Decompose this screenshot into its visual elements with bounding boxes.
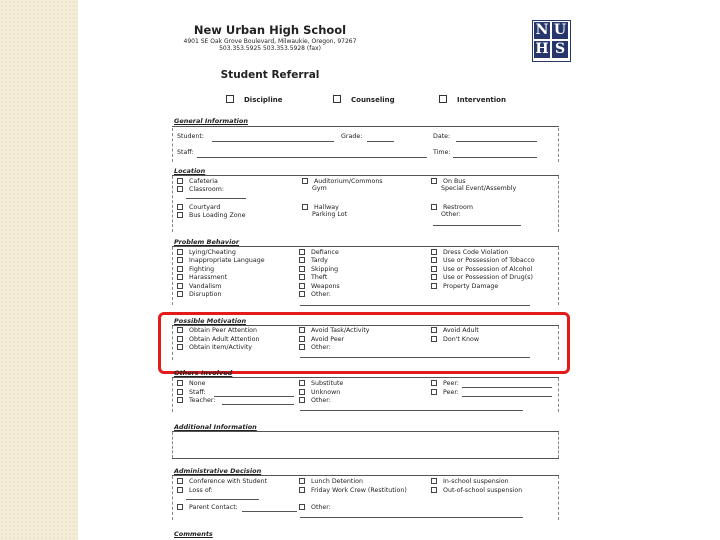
border-left xyxy=(172,378,173,412)
adm-other[interactable]: Other: xyxy=(299,504,331,511)
staff-label: Staff: xyxy=(177,149,194,156)
divider xyxy=(172,431,559,432)
student-label: Student: xyxy=(177,133,204,140)
loc-special-event[interactable]: Special Event/Assembly xyxy=(441,185,517,192)
logo-letter: H xyxy=(535,41,549,57)
time-label: Time: xyxy=(433,149,451,156)
beh-property[interactable]: Property Damage xyxy=(431,283,498,290)
checkbox[interactable] xyxy=(333,95,341,103)
border-right xyxy=(558,378,559,412)
adm-in-school[interactable]: In-school suspension xyxy=(431,478,509,485)
loc-auditorium[interactable]: Auditorium/Commons xyxy=(302,178,383,185)
beh-vandalism[interactable]: Vandalism xyxy=(177,283,221,290)
oth-peer-1-field[interactable] xyxy=(462,387,552,388)
loc-other-field[interactable] xyxy=(433,225,521,226)
adm-conference[interactable]: Conference with Student xyxy=(177,478,267,485)
mot-adult-attention[interactable]: Obtain Adult Attention xyxy=(177,336,260,343)
divider xyxy=(172,175,559,176)
logo-letter: S xyxy=(552,41,568,58)
beh-disruption[interactable]: Disruption xyxy=(177,291,222,298)
beh-skipping[interactable]: Skipping xyxy=(299,266,338,273)
beh-lying[interactable]: Lying/Cheating xyxy=(177,249,236,256)
adm-work-crew[interactable]: Friday Work Crew (Restitution) xyxy=(299,487,407,494)
beh-alcohol[interactable]: Use or Possession of Alcohol xyxy=(431,266,532,273)
loc-bus-loading[interactable]: Bus Loading Zone xyxy=(177,212,245,219)
additional-info-field[interactable] xyxy=(172,458,559,459)
mot-peer-attention[interactable]: Obtain Peer Attention xyxy=(177,327,257,334)
divider xyxy=(172,377,559,378)
option-discipline[interactable]: Discipline xyxy=(226,95,282,104)
motivation-highlight-box xyxy=(158,312,570,374)
loc-hallway[interactable]: Hallway xyxy=(302,204,339,211)
border-right xyxy=(558,476,559,520)
beh-drugs[interactable]: Use or Possession of Drug(s) xyxy=(431,274,533,281)
logo-letter: N xyxy=(535,22,549,38)
grade-field[interactable] xyxy=(367,141,394,142)
section-motivation: Possible Motivation xyxy=(174,317,247,325)
mot-item-activity[interactable]: Obtain Item/Activity xyxy=(177,344,252,351)
border-right xyxy=(558,247,559,305)
beh-theft[interactable]: Theft xyxy=(299,274,327,281)
adm-other-field[interactable] xyxy=(300,517,523,518)
school-name: New Urban High School xyxy=(193,23,347,37)
border-left xyxy=(172,432,173,458)
loss-of-field[interactable] xyxy=(186,499,259,500)
border-right xyxy=(558,432,559,458)
oth-staff-field[interactable] xyxy=(214,396,294,397)
school-phone: 503.353.5925 503.353.5928 (fax) xyxy=(219,45,321,52)
loc-gym[interactable]: Gym xyxy=(312,185,327,192)
oth-peer-2[interactable]: Peer: xyxy=(431,389,459,396)
date-field[interactable] xyxy=(456,141,537,142)
section-admin: Administrative Decision xyxy=(174,467,262,475)
mot-avoid-task[interactable]: Avoid Task/Activity xyxy=(299,327,370,334)
time-field[interactable] xyxy=(453,157,537,158)
mot-avoid-adult[interactable]: Avoid Adult xyxy=(431,327,479,334)
beh-harassment[interactable]: Harassment xyxy=(177,274,227,281)
beh-language[interactable]: Inappropriate Language xyxy=(177,257,265,264)
classroom-field[interactable] xyxy=(186,198,246,199)
option-counseling[interactable]: Counseling xyxy=(333,95,395,104)
section-general: General Information xyxy=(174,117,248,125)
loc-parking[interactable]: Parking Lot xyxy=(312,211,348,218)
logo-letter: U xyxy=(553,22,567,38)
adm-parent-contact[interactable]: Parent Contact: xyxy=(177,504,238,511)
beh-defiance[interactable]: Defiance xyxy=(299,249,339,256)
checkbox[interactable] xyxy=(439,95,447,103)
border-left xyxy=(172,476,173,520)
grade-label: Grade: xyxy=(341,133,363,140)
oth-other[interactable]: Other: xyxy=(299,397,331,404)
oth-teacher[interactable]: Teacher: xyxy=(177,397,215,404)
mot-dont-know[interactable]: Don't Know xyxy=(431,336,479,343)
oth-unknown[interactable]: Unknown xyxy=(299,389,340,396)
oth-peer-1[interactable]: Peer: xyxy=(431,380,459,387)
beh-other-field[interactable] xyxy=(300,305,530,306)
form-title: Student Referral xyxy=(220,69,320,81)
oth-staff[interactable]: Staff: xyxy=(177,389,206,396)
beh-tobacco[interactable]: Use or Possession of Tobacco xyxy=(431,257,535,264)
border-left xyxy=(172,247,173,305)
adm-out-of-school[interactable]: Out-of-school suspension xyxy=(431,487,522,494)
section-comments: Comments xyxy=(174,530,213,538)
adm-lunch-detention[interactable]: Lunch Detention xyxy=(299,478,363,485)
oth-none[interactable]: None xyxy=(177,380,205,387)
loc-other[interactable]: Other: xyxy=(441,211,461,218)
loc-bus[interactable]: On Bus xyxy=(431,178,466,185)
border-left xyxy=(172,176,173,232)
section-location: Location xyxy=(174,167,206,175)
border-right xyxy=(558,128,559,162)
date-label: Date: xyxy=(433,133,451,140)
section-additional: Additional Information xyxy=(174,423,257,431)
divider xyxy=(172,475,559,476)
beh-other[interactable]: Other: xyxy=(299,291,331,298)
adm-loss-of[interactable]: Loss of: xyxy=(177,487,213,494)
border-right xyxy=(558,176,559,232)
mot-avoid-peer[interactable]: Avoid Peer xyxy=(299,336,344,343)
oth-other-field[interactable] xyxy=(300,410,523,411)
checkbox[interactable] xyxy=(226,95,234,103)
oth-substitute[interactable]: Substitute xyxy=(299,380,343,387)
mot-other[interactable]: Other: xyxy=(299,344,331,351)
divider xyxy=(172,126,559,127)
loc-classroom[interactable]: Classroom: xyxy=(177,186,224,193)
beh-tardy[interactable]: Tardy xyxy=(299,257,328,264)
school-address: 4901 SE Oak Grove Boulevard, Milwaukie, Oregon, 97267 xyxy=(183,38,357,45)
loc-restroom[interactable]: Restroom xyxy=(431,204,473,211)
beh-dress-code[interactable]: Dress Code Violation xyxy=(431,249,508,256)
staff-field[interactable] xyxy=(197,157,427,158)
beh-weapons[interactable]: Weapons xyxy=(299,283,340,290)
parent-contact-field[interactable] xyxy=(242,511,297,512)
border-left xyxy=(172,128,173,162)
loc-courtyard[interactable]: Courtyard xyxy=(177,204,220,211)
divider xyxy=(172,246,559,247)
student-field[interactable] xyxy=(212,141,334,142)
beh-fighting[interactable]: Fighting xyxy=(177,266,214,273)
option-intervention[interactable]: Intervention xyxy=(439,95,506,104)
section-behavior: Problem Behavior xyxy=(174,238,240,246)
loc-cafeteria[interactable]: Cafeteria xyxy=(177,178,218,185)
school-logo xyxy=(532,20,571,62)
section-others: Others Involved xyxy=(174,369,233,377)
oth-teacher-field[interactable] xyxy=(222,404,294,405)
oth-peer-2-field[interactable] xyxy=(462,396,552,397)
